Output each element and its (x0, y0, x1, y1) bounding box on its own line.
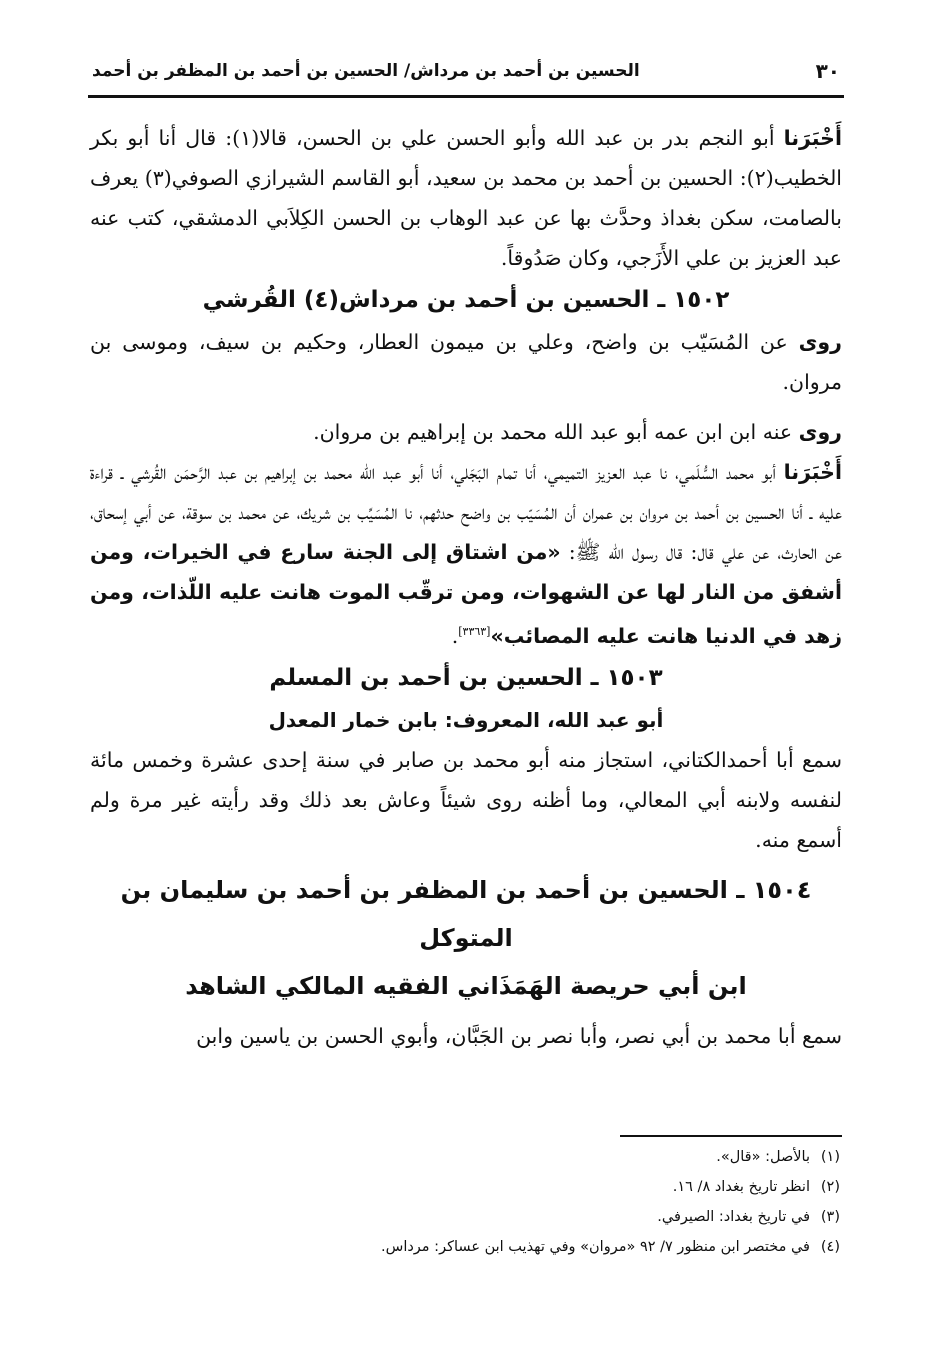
paragraph-narrated-by (90, 412, 842, 452)
entry-heading-1504 (90, 866, 842, 1010)
entry-heading-1502: ١٥٠٢ ـ الحسين بن أحمد بن مرداش(٤) القُرشي (202, 287, 730, 313)
entry-heading-1503: ١٥٠٣ ـ الحسين بن أحمد بن المسلم (269, 664, 663, 691)
paragraph-text: أبو النجم بدر بن عبد الله وأبو الحسن علي بن الحسن، قالا(١): قال أنا أبو بكر الخطيب(٢): الحسين بن أحمد بن محمد بن سعيد، أبو القاسم الشيرازي الصوفي(٣) يعرف بالصامت، سكن بغداذ وحدَّث بها عن عبد الوهاب بن الحسن الكِلاَبي الدمشقي، كتب عنه عبد العزيز بن علي الأَزَجي، وكان صَدُوقاً. (90, 126, 843, 270)
footnote-rule (620, 1135, 842, 1137)
entry-heading-1504-line1: ١٥٠٤ ـ الحسين بن أحمد بن المظفر بن أحمد بن سليمان بن المتوكل (120, 875, 812, 952)
paragraph-text: أبو محمد السُّلَمي، نا عبد العزيز التميمي، أنا تمام البَجَلي، أنا أبو عبد الله محمد بن إبراهيم بن عبد الرَّحمَن القُرشي ـ قراءة عليه ـ أنا الحسين بن أحمد بن مروان بن عمران أن المُسَيّب بن واضح حدثهم، نا المُسَيِّب بن شريك، عن محمد بن سوقة، عن أبي إسحاق، عن الحارث، عن علي قال: قال رسول الله ﷺ: (90, 460, 842, 564)
paragraph-text: عن المُسَيّب بن واضح، وعلي بن ميمون العطار، وحكيم بن سيف، وموسى بن مروان. (90, 330, 842, 394)
paragraph-entry-1503: سمع أبا أحمدالكتاني، استجاز منه أبو محمد بن صابر في سنة إحدى عشرة وخمس مائة لنفسه ولابنه أبي المعالي، وما أظنه روى شيئاً وعاش بعد ذلك وقد رأيته غير مرة ولم أسمع منه. (90, 747, 842, 852)
page-header (92, 55, 840, 87)
footnote: (١)بالأصل: «قال». (716, 1149, 840, 1165)
header-rule (88, 95, 844, 98)
page-number: ٣٠ (815, 59, 840, 83)
paragraph-khatib (90, 118, 842, 278)
paragraph-text: عنه ابن ابن عمه أبو عبد الله محمد بن إبراهيم بن مروان. (313, 420, 793, 444)
footnote: (٣)في تاريخ بغداد: الصيرفي. (657, 1209, 840, 1225)
entry-heading-1504-line2: ابن أبي حريصة الهَمَذَاني الفقيه المالكي الشاهد (185, 971, 747, 1000)
running-title: الحسين بن أحمد بن مرداش/ الحسين بن أحمد بن المظفر بن أحمد (92, 61, 640, 81)
hadith-reference: [٣٣٦٣] (458, 625, 491, 638)
paragraph-narrated-from (90, 322, 842, 402)
hadith-text: «من اشتاق إلى الجنة سارع في الخيرات، ومن أشفق من النار لها عن الشهوات، ومن ترقّب الموت هانت عليه اللّذات، ومن زهد في الدنيا هانت عليه المصائب» (90, 540, 842, 648)
paragraph-lead: روى (798, 330, 842, 354)
footnote: (٢)انظر تاريخ بغداد ٨/ ١٦. (672, 1179, 840, 1195)
paragraph-lead: أَخْبَرَنا (783, 126, 842, 150)
footnotes (90, 1142, 840, 1262)
paragraph-isnad: أَخْبَرَنا أبو محمد السُّلَمي، نا عبد العزيز التميمي، أنا تمام البَجَلي، أنا أبو عبد الله محمد بن إبراهيم بن عبد الرَّحمَن القُرشي ـ قراءة عليه ـ أنا الحسين بن أحمد بن مروان بن عمران أن المُسَيّب بن واضح حدثهم، نا المُسَيِّب بن شريك، عن محمد بن سوقة، عن أبي إسحاق، عن الحارث، عن علي قال: قال رسول الله ﷺ: «من اشتاق إلى الجنة سارع في الخيرات، ومن أشفق من النار لها عن الشهوات، ومن ترقّب الموت هانت عليه اللّذات، ومن زهد في الدنيا هانت عليه المصائب»[٣٣٦٣]. (90, 460, 842, 648)
page-body (90, 118, 842, 1056)
paragraph-entry-1504: سمع أبا محمد بن أبي نصر، وأبا نصر بن الجَبَّان، وأبوي الحسن بن ياسين وابن (196, 1023, 842, 1048)
entry-subheading-1503: أبو عبد الله، المعروف: بابن خمار المعدل (268, 707, 664, 732)
paragraph-lead: أَخْبَرَنا (783, 460, 842, 484)
footnote: (٤)في مختصر ابن منظور ٧/ ٩٢ «مروان» وفي تهذيب ابن عساكر: مرداس. (381, 1239, 840, 1255)
paragraph-lead: روى (798, 420, 842, 444)
